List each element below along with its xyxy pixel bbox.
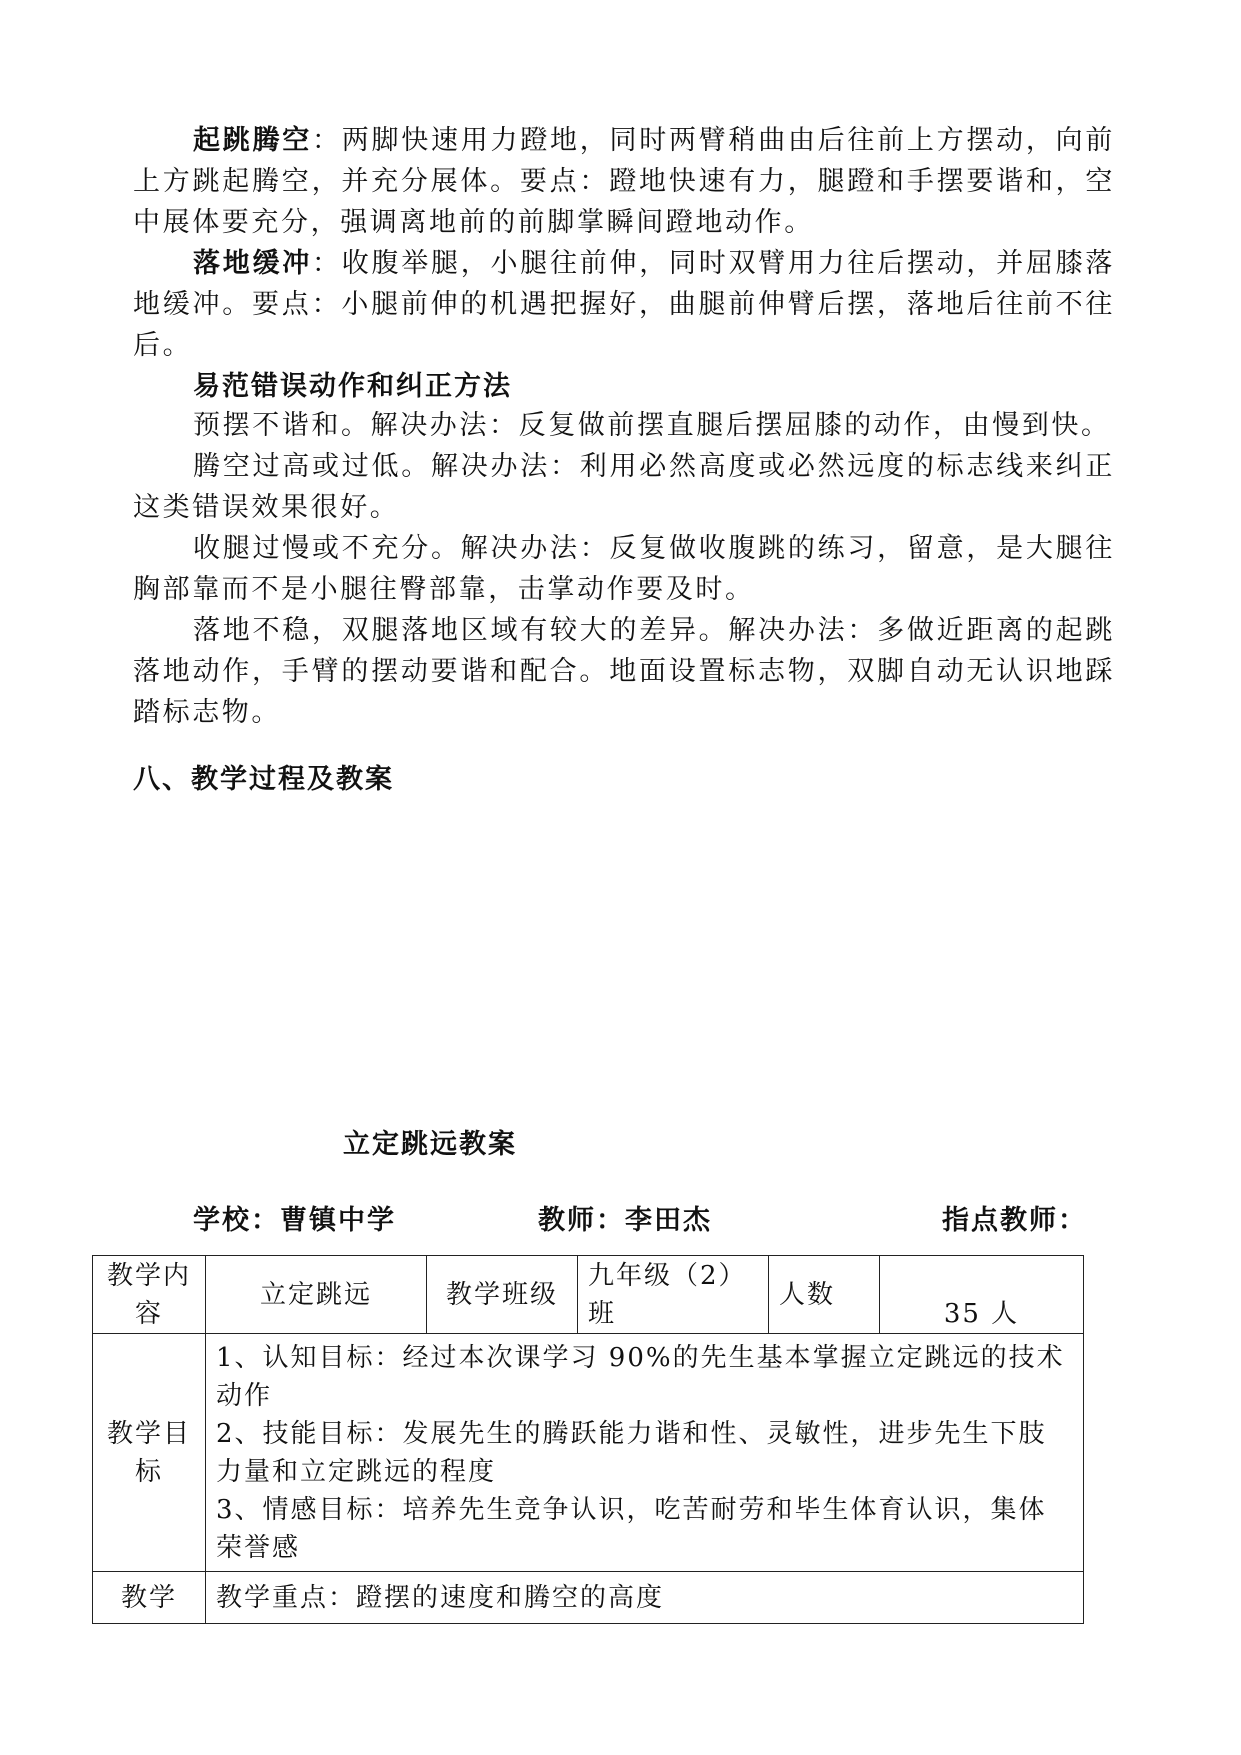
- chapter-heading: 八、教学过程及教案: [133, 764, 394, 795]
- landing-text: ：收腹举腿，小腿往前伸，同时双臂用力往后摆动，并屈膝落地缓冲。要点：小腿前伸的机遇把握好，曲腿前伸臂后摆，落地后往前不往后。: [133, 248, 1116, 361]
- table-row: [93, 1572, 1084, 1624]
- takeoff-paragraph: [133, 120, 1115, 243]
- errors-heading: 易范错误动作和纠正方法: [193, 371, 512, 402]
- count-label: 人数: [769, 1256, 880, 1334]
- class-value: 九年级（2）班: [578, 1256, 769, 1334]
- error-item: 落地不稳，双腿落地区域有较大的差异。解决办法：多做近距离的起跳落地动作，手臂的摆动要谐和配合。地面设置标志物，双脚自动无认识地踩踏标志物。: [133, 615, 1115, 728]
- content-value: 立定跳远: [206, 1256, 427, 1334]
- goal-item: 3、情感目标：培养先生竞争认识，吃苦耐劳和毕生体育认识，集体荣誉感: [216, 1494, 1047, 1563]
- landing-paragraph: [133, 243, 1115, 366]
- landing-title: 落地缓冲: [193, 248, 312, 279]
- school-label: 学校：曹镇中学: [193, 1205, 396, 1236]
- content-label: 教学内容: [93, 1256, 206, 1334]
- key-value: 教学重点：蹬摆的速度和腾空的高度: [206, 1572, 1084, 1624]
- goal-item: 1、认知目标：经过本次课学习 90%的先生基本掌握立定跳远的技术动作: [216, 1342, 1065, 1411]
- goals-cell: [206, 1334, 1084, 1572]
- class-label: 教学班级: [427, 1256, 578, 1334]
- teacher-label: 教师：李田杰: [538, 1205, 712, 1236]
- error-item: 预摆不谐和。解决办法：反复做前摆直腿后摆屈膝的动作，由慢到快。: [193, 410, 1111, 441]
- goal-item: 2、技能目标：发展先生的腾跃能力谐和性、灵敏性，进步先生下肢力量和立定跳远的程度: [216, 1418, 1047, 1487]
- key-label: 教学: [93, 1572, 206, 1624]
- takeoff-text: ：两脚快速用力蹬地，同时两臂稍曲由后往前上方摆动，向前上方跳起腾空，并充分展体。要点：蹬地快速有力，腿蹬和手摆要谐和，空中展体要充分，强调离地前的前脚掌瞬间蹬地动作。: [133, 125, 1116, 238]
- goals-label: 教学目标: [93, 1334, 206, 1572]
- lesson-plan-table: [92, 1255, 1084, 1624]
- lesson-title: 立定跳远教案: [343, 1129, 517, 1160]
- table-row: [93, 1334, 1084, 1572]
- table-row: [93, 1256, 1084, 1334]
- takeoff-title: 起跳腾空: [193, 125, 312, 156]
- error-item: 腾空过高或过低。解决办法：利用必然高度或必然远度的标志线来纠正这类错误效果很好。: [133, 451, 1115, 523]
- advisor-label: 指点教师：: [942, 1205, 1087, 1236]
- error-item: 收腿过慢或不充分。解决办法：反复做收腹跳的练习，留意，是大腿往胸部靠而不是小腿往臀部靠，击掌动作要及时。: [133, 533, 1115, 605]
- count-value: 35 人: [880, 1256, 1084, 1334]
